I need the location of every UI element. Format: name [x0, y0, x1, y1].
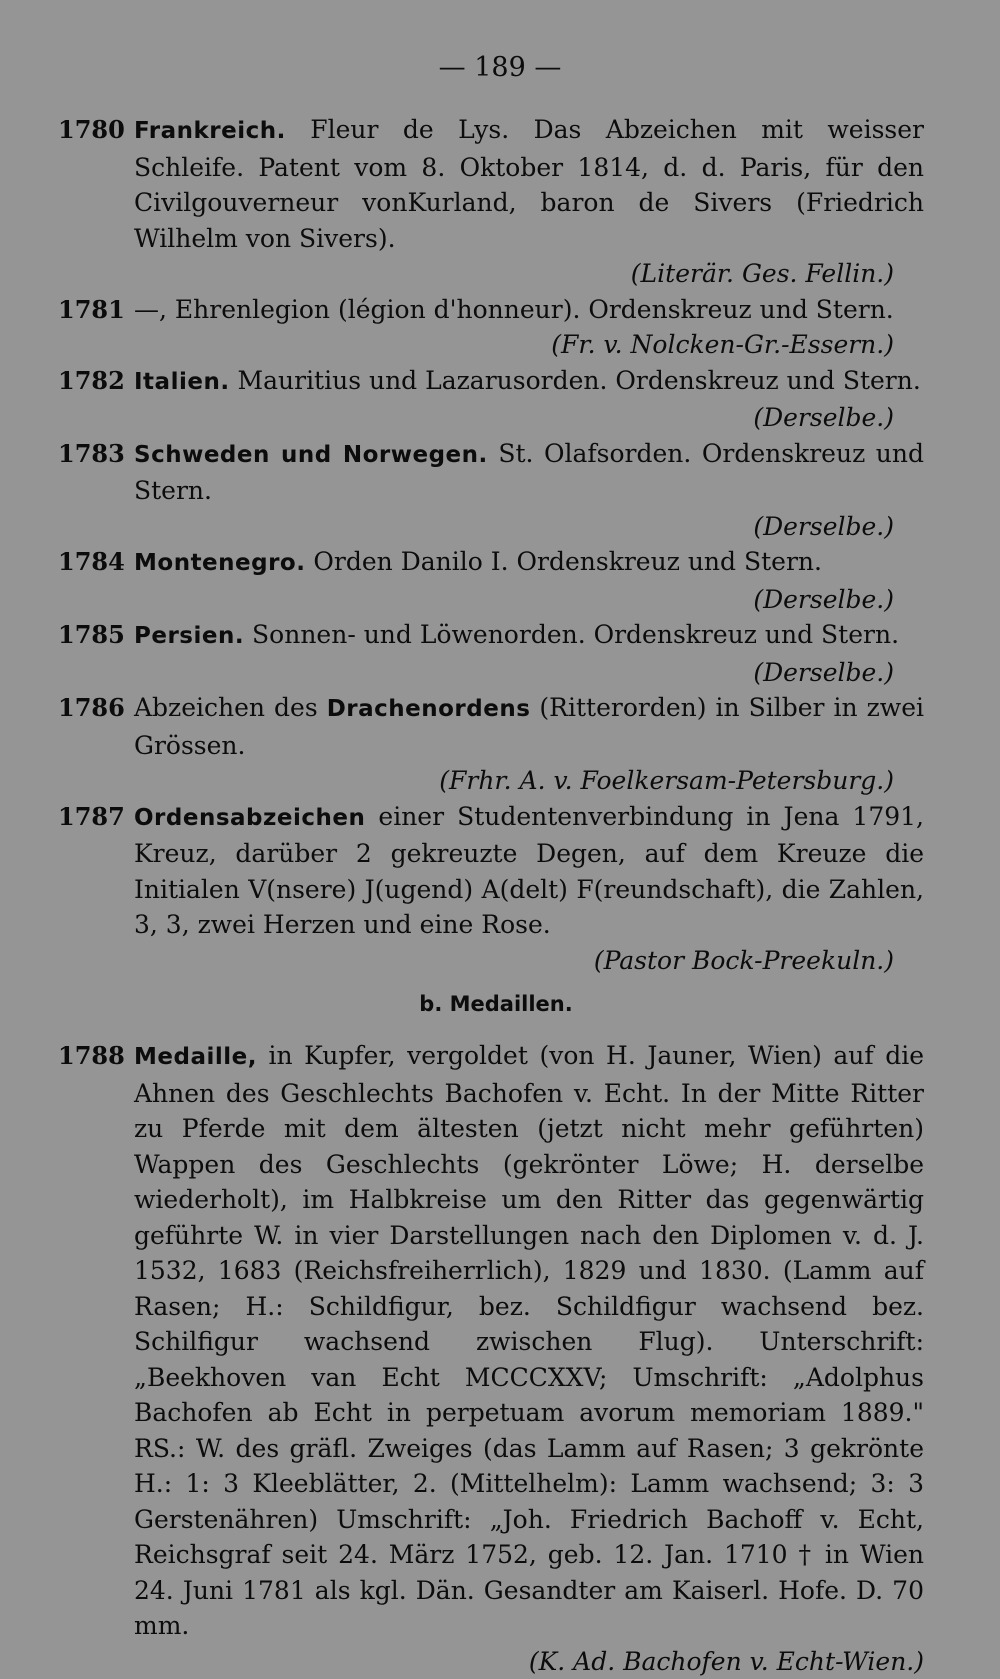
entry-text — [134, 617, 924, 655]
catalog-entry — [58, 544, 924, 617]
entry-text — [134, 1038, 924, 1644]
section-title: b. Medaillen. — [58, 992, 924, 1016]
catalog-entry — [58, 1038, 924, 1679]
entry-number: 1787 — [58, 799, 124, 835]
page-number: — 189 — — [0, 52, 1000, 83]
entry-list — [58, 112, 924, 1679]
entry-text — [134, 799, 924, 943]
entry-description: St. Olafsorden. Ordenskreuz und Stern. — [134, 439, 924, 506]
entry-source: (Frhr. A. v. Foelkersam-Petersburg.) — [134, 763, 924, 799]
entry-keyword: Persien. — [134, 623, 244, 649]
entry-source: (Fr. v. Nolcken-Gr.-Essern.) — [134, 327, 924, 363]
entry-source: (Pastor Bock-Preekuln.) — [134, 943, 924, 979]
catalog-entry — [58, 617, 924, 690]
entry-text — [134, 363, 924, 401]
entry-text — [134, 544, 924, 582]
entry-keyword: Montenegro. — [134, 550, 305, 576]
entry-number: 1782 — [58, 363, 124, 399]
entry-description: einer Studentenverbindung in Jena 1791, Kreuz, darüber 2 gekreuzte Degen, auf dem Kreuze die Initialen V(nsere) J(ugend) A(delt) F(reundschaft), die Zahlen, 3, 3, zwei Herzen und eine Rose. — [134, 802, 924, 940]
catalog-entry — [58, 292, 924, 363]
entry-source: (Derselbe.) — [134, 582, 924, 618]
entry-source: (Derselbe.) — [134, 400, 924, 436]
entry-keyword: Ordensabzeichen — [134, 805, 365, 831]
entry-number: 1780 — [58, 112, 124, 148]
entry-source: (Derselbe.) — [134, 655, 924, 691]
entry-number: 1781 — [58, 292, 124, 328]
entry-text — [134, 690, 924, 763]
entry-source: (Literär. Ges. Fellin.) — [134, 256, 924, 292]
entry-description: Mauritius und Lazarusorden. Ordenskreuz und Stern. — [230, 366, 921, 395]
entry-text — [134, 436, 924, 509]
entry-keyword: Frankreich. — [134, 118, 286, 144]
entry-description: in Kupfer, vergoldet (von H. Jauner, Wien) auf die Ahnen des Geschlechts Bachofen v. Echt. In der Mitte Ritter zu Pferde mit dem ältesten (jetzt nicht mehr geführten) Wappen des Geschlechts (gekrönter Löwe; H. derselbe wiederholt), im Halbkreise um den Ritter das gegenwärtig geführte W. in vier Darstellungen nach den Diplomen v. d. J. 1532, 1683 (Reichsfreiherrlich), 1829 und 1830. (Lamm auf Rasen; H.: Schildfigur, bez. Schildfigur wachsend bez. Schilfigur wachsend zwischen Flug). Unterschrift: „Beekhoven van Echt MCCCXXV; Umschrift: „Adolphus Bachofen ab Echt in perpetuam avorum memoriam 1889." RS.: W. des gräfl. Zweiges (das Lamm auf Rasen; 3 gekrönte H.: 1: 3 Kleeblätter, 2. (Mittelhelm): Lamm wachsend; 3: 3 Gerstenähren) Umschrift: „Joh. Friedrich Bachoff v. Echt, Reichsgraf seit 24. März 1752, geb. 12. Jan. 1710 † in Wien 24. Juni 1781 als kgl. Dän. Gesandter am Kaiserl. Hofe. D. 70 mm. — [134, 1041, 924, 1640]
entry-number: 1785 — [58, 617, 124, 653]
entry-description: Orden Danilo I. Ordenskreuz und Stern. — [305, 547, 821, 576]
catalog-entry — [58, 690, 924, 799]
catalog-entry — [58, 112, 924, 292]
catalog-entry — [58, 363, 924, 436]
entry-source: (Derselbe.) — [134, 509, 924, 545]
entry-keyword: Drachenordens — [327, 696, 531, 722]
entry-description: —, Ehrenlegion (légion d'honneur). Ordenskreuz und Stern. — [134, 295, 894, 324]
entry-keyword: Schweden und Norwegen. — [134, 442, 488, 468]
entry-number: 1786 — [58, 690, 124, 726]
catalog-entry — [58, 436, 924, 545]
entry-description: Fleur de Lys. Das Abzeichen mit weisser Schleife. Patent vom 8. Oktober 1814, d. d. Paris, für den Civilgouverneur vonKurland, baron de Sivers (Friedrich Wilhelm von Sivers). — [134, 115, 924, 253]
entry-text — [134, 112, 924, 256]
entry-source: (K. Ad. Bachofen v. Echt-Wien.) — [134, 1644, 924, 1679]
entry-description: Sonnen- und Löwenorden. Ordenskreuz und Stern. — [244, 620, 899, 649]
entry-prefix: Abzeichen des — [134, 693, 327, 722]
catalog-entry — [58, 799, 924, 979]
entry-description: (Ritterorden) in Silber in zwei Grössen. — [134, 693, 924, 760]
entry-keyword: Medaille, — [134, 1044, 257, 1070]
entry-number: 1788 — [58, 1038, 124, 1074]
entry-text — [134, 292, 924, 328]
entry-number: 1784 — [58, 544, 124, 580]
entry-keyword: Italien. — [134, 369, 230, 395]
entry-number: 1783 — [58, 436, 124, 472]
